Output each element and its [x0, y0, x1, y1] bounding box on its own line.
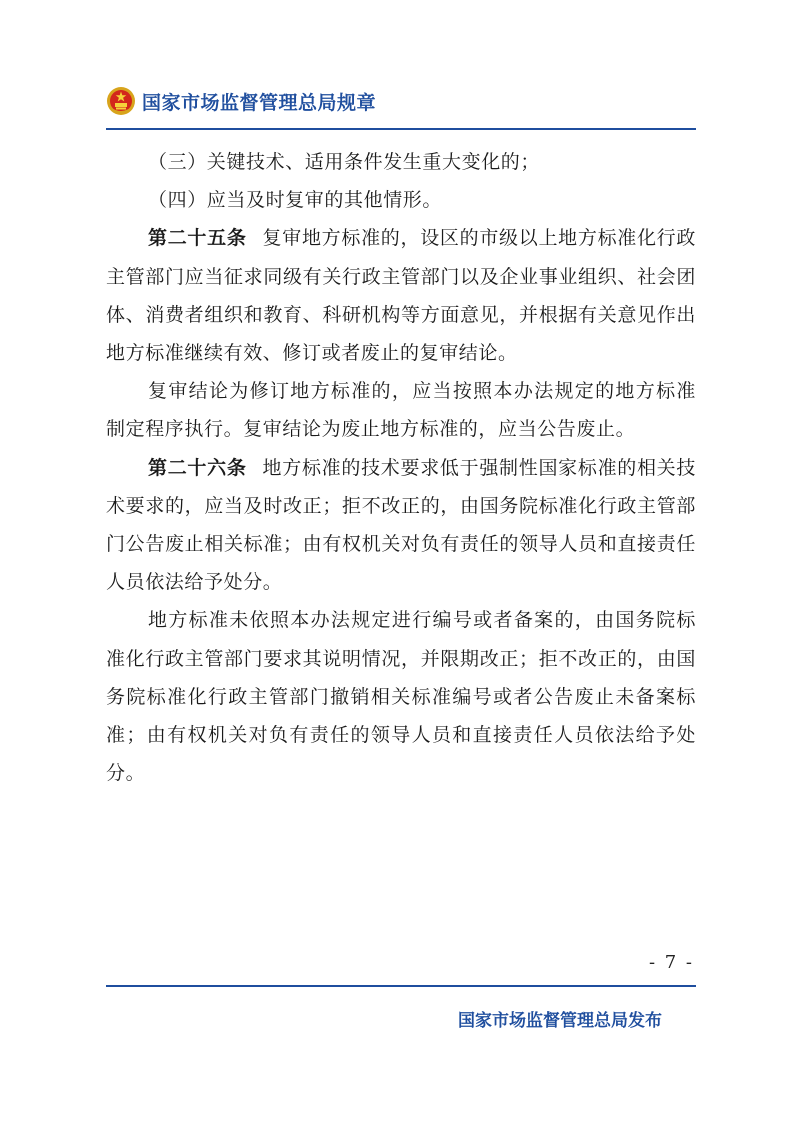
paragraph-text: 复审地方标准的，设区的市级以上地方标准化行政主管部门应当征求同级有关行政主管部门以及企业事业组织、社会团体、消费者组织和教育、科研机构等方面意见，并根据有关意见作出地方标准继续有效、修订或者废止的复审结论。	[106, 227, 696, 365]
footer-publisher: 国家市场监督管理总局发布	[458, 1011, 662, 1031]
article-25	[106, 219, 696, 372]
document-body	[106, 143, 696, 792]
paragraph-6	[106, 601, 696, 792]
article-number: 第二十六条	[148, 456, 247, 479]
national-emblem-icon	[106, 86, 136, 116]
article-26	[106, 449, 696, 602]
paragraph-text: 地方标准未依照本办法规定进行编号或者备案的，由国务院标准化行政主管部门要求其说明情况，并限期改正；拒不改正的，由国务院标准化行政主管部门撤销相关标准编号或者公告废止未备案标准；由有权机关对负有责任的领导人员和直接责任人员依法给予处分。	[106, 609, 696, 785]
header-divider	[106, 128, 696, 130]
header-title: 国家市场监督管理总局规章	[142, 92, 377, 114]
paragraph-text: 复审结论为修订地方标准的，应当按照本办法规定的地方标准制定程序执行。复审结论为废止地方标准的，应当公告废止。	[106, 380, 696, 441]
paragraph-text: 地方标准的技术要求低于强制性国家标准的相关技术要求的，应当及时改正；拒不改正的，由国务院标准化行政主管部门公告废止相关标准；由有权机关对负有责任的领导人员和直接责任人员依法给予处分。	[106, 456, 696, 594]
page-number: - 7 -	[648, 952, 694, 973]
paragraph-1	[106, 143, 696, 181]
paragraph-4	[106, 372, 696, 448]
footer-divider	[106, 985, 696, 987]
page-header	[106, 84, 696, 122]
paragraph-2	[106, 181, 696, 219]
paragraph-text: （三）关键技术、适用条件发生重大变化的；	[148, 151, 541, 173]
paragraph-text: （四）应当及时复审的其他情形。	[148, 189, 443, 212]
article-number: 第二十五条	[148, 227, 247, 250]
